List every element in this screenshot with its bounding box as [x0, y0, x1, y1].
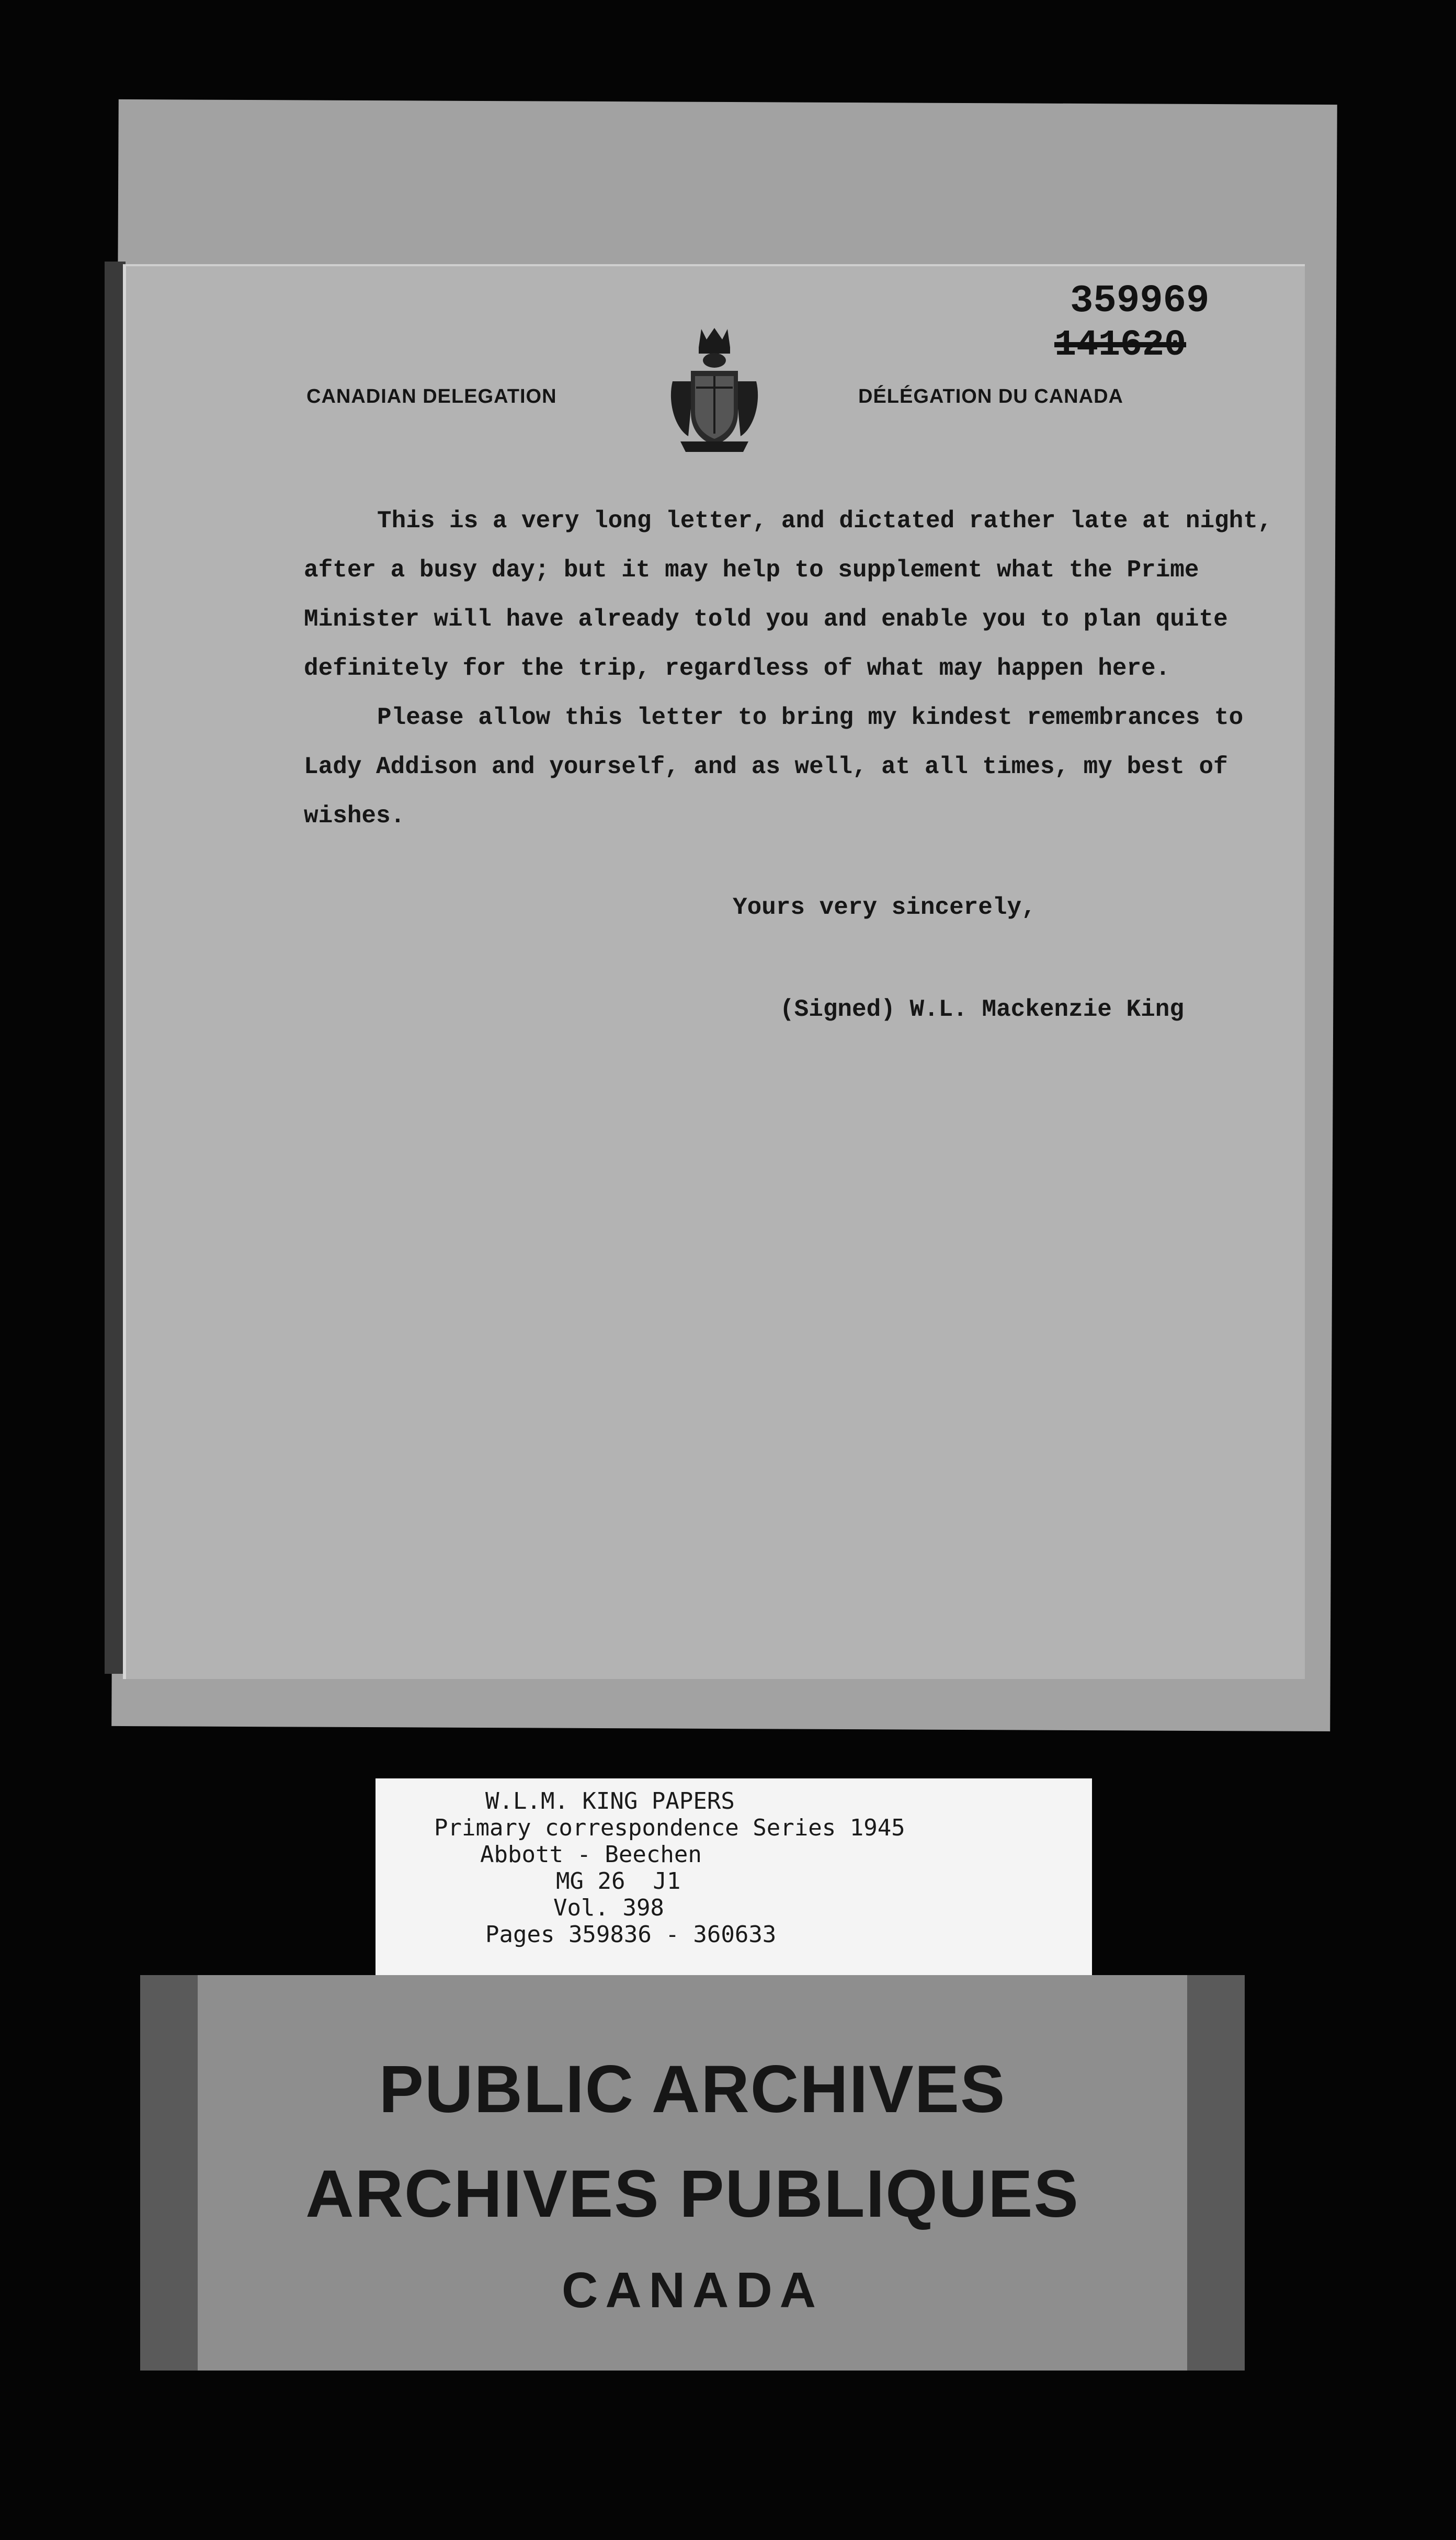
label-line-2: Primary correspondence Series 1945 [434, 1815, 905, 1841]
letterhead-english: CANADIAN DELEGATION [306, 385, 557, 407]
letter-body [304, 496, 1287, 841]
label-line-4: MG 26 J1 [556, 1868, 681, 1895]
label-line-3: Abbott - Beechen [480, 1841, 702, 1868]
stamp-line-french: ARCHIVES PUBLIQUES [305, 2157, 1079, 2231]
archive-label [376, 1778, 1092, 1977]
closing: Yours very sincerely, [733, 894, 1036, 921]
paragraph-2: Please allow this letter to bring my kindest remembrances to Lady Addison and yourself, and as well, at all times, my best of wishes. [304, 704, 1244, 830]
stamp-line-english: PUBLIC ARCHIVES [379, 2052, 1006, 2127]
coat-of-arms-icon [665, 324, 764, 455]
label-line-6: Pages 359836 - 360633 [485, 1921, 777, 1948]
document-number: 359969 [1070, 279, 1210, 323]
letter-page [123, 264, 1305, 1679]
stamp-line-country: CANADA [562, 2262, 823, 2318]
document-number-struck: 141620 [1054, 325, 1187, 366]
signature: (Signed) W.L. Mackenzie King [780, 996, 1184, 1023]
paragraph-1: This is a very long letter, and dictated rather late at night, after a busy day; but it may help to supplement what the Prime Minister will have already told you and enable you to plan quite definitely for the trip, regardless of what may happen here. [304, 507, 1272, 682]
label-line-5: Vol. 398 [553, 1895, 664, 1921]
letterhead-french: DÉLÉGATION DU CANADA [858, 385, 1123, 407]
archives-stamp [140, 1975, 1245, 2371]
backing-shadow [105, 262, 126, 1674]
label-line-1: W.L.M. KING PAPERS [485, 1788, 735, 1815]
